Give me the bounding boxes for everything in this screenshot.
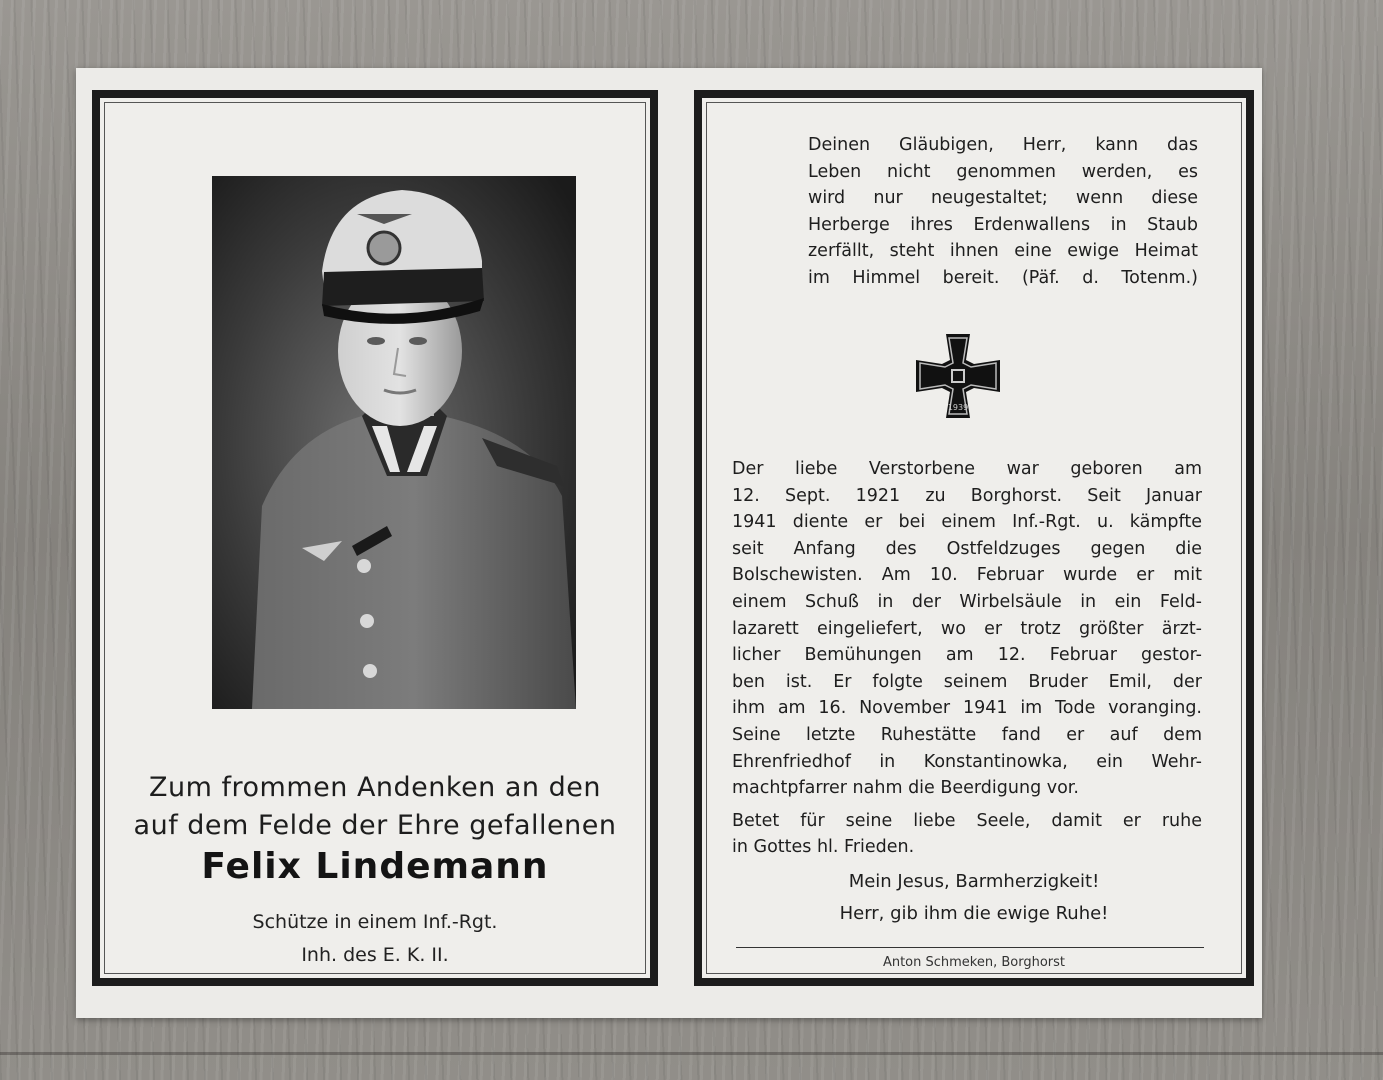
quote-line: im Himmel bereit. (Päf. d. Totenm.) [808,267,1198,288]
bio-line: Ehrenfriedhof in Konstantinowka, ein Wehr- [732,751,1202,772]
bio-line: ihm am 16. November 1941 im Tode voranging. [732,698,1202,719]
quote-line: zerfällt, steht ihnen eine ewige Heimat [808,241,1198,261]
quote-line: Herberge ihres Erdenwallens in Staub [808,214,1198,235]
quote-line: Leben nicht genommen werden, es [808,161,1198,182]
memorial-card [76,68,1262,1018]
bio-line: 12. Sept. 1921 zu Borghorst. Seit Januar [732,485,1202,506]
soldier-portrait-photo [212,176,576,709]
bio-line: 1941 diente er bei einem Inf.-Rgt. u. kämpfte [732,512,1202,533]
bio-line: lazarett eingeliefert, wo er trotz größter ärzt- [732,618,1202,639]
bio-line: Der liebe Verstorbene war geboren am [732,459,1202,479]
bio-line: seit Anfang des Ostfeldzuges gegen die [732,538,1202,559]
quote-line: Deinen Gläubigen, Herr, kann das [808,135,1198,155]
right-panel [694,90,1254,986]
bio-line: ben ist. Er folgte seinem Bruder Emil, der [732,671,1202,692]
dedication-line-1: Zum frommen Andenken an den [149,772,601,803]
quote-line: wird nur neugestaltet; wenn diese [808,188,1198,208]
bio-line: Betet für seine liebe Seele, damit er ruhe [732,810,1202,831]
deceased-name: Felix Lindemann [201,846,549,887]
biography-text [732,456,1202,861]
scripture-quote [808,132,1198,291]
rank-line-2: Inh. des E. K. II. [301,944,449,966]
bio-line: licher Bemühungen am 12. Februar gestor- [732,645,1202,666]
prayer-line-2: Herr, gib ihm die ewige Ruhe! [839,903,1109,924]
iron-cross-icon [912,330,1004,422]
printer-credit: Anton Schmeken, Borghorst [882,955,1066,970]
rank-line-1: Schütze in einem Inf.-Rgt. [252,911,498,933]
bio-line: Seine letzte Ruhestätte fand er auf dem [732,724,1202,745]
prayer-line-1: Mein Jesus, Barmherzigkeit! [848,871,1100,892]
cross-year: 1939 [947,403,969,412]
bio-line: machtpfarrer nahm die Beerdigung vor. [732,778,1079,799]
table-plank-seam [0,1052,1383,1055]
bio-line: in Gottes hl. Frieden. [732,837,915,858]
bio-line: Bolschewisten. Am 10. Februar wurde er mit [732,565,1202,586]
left-panel [92,90,658,986]
dedication-line-2: auf dem Felde der Ehre gefallenen [133,810,617,841]
bio-line: einem Schuß in der Wirbelsäule in ein Feld- [732,591,1202,612]
divider-rule [736,947,1204,948]
